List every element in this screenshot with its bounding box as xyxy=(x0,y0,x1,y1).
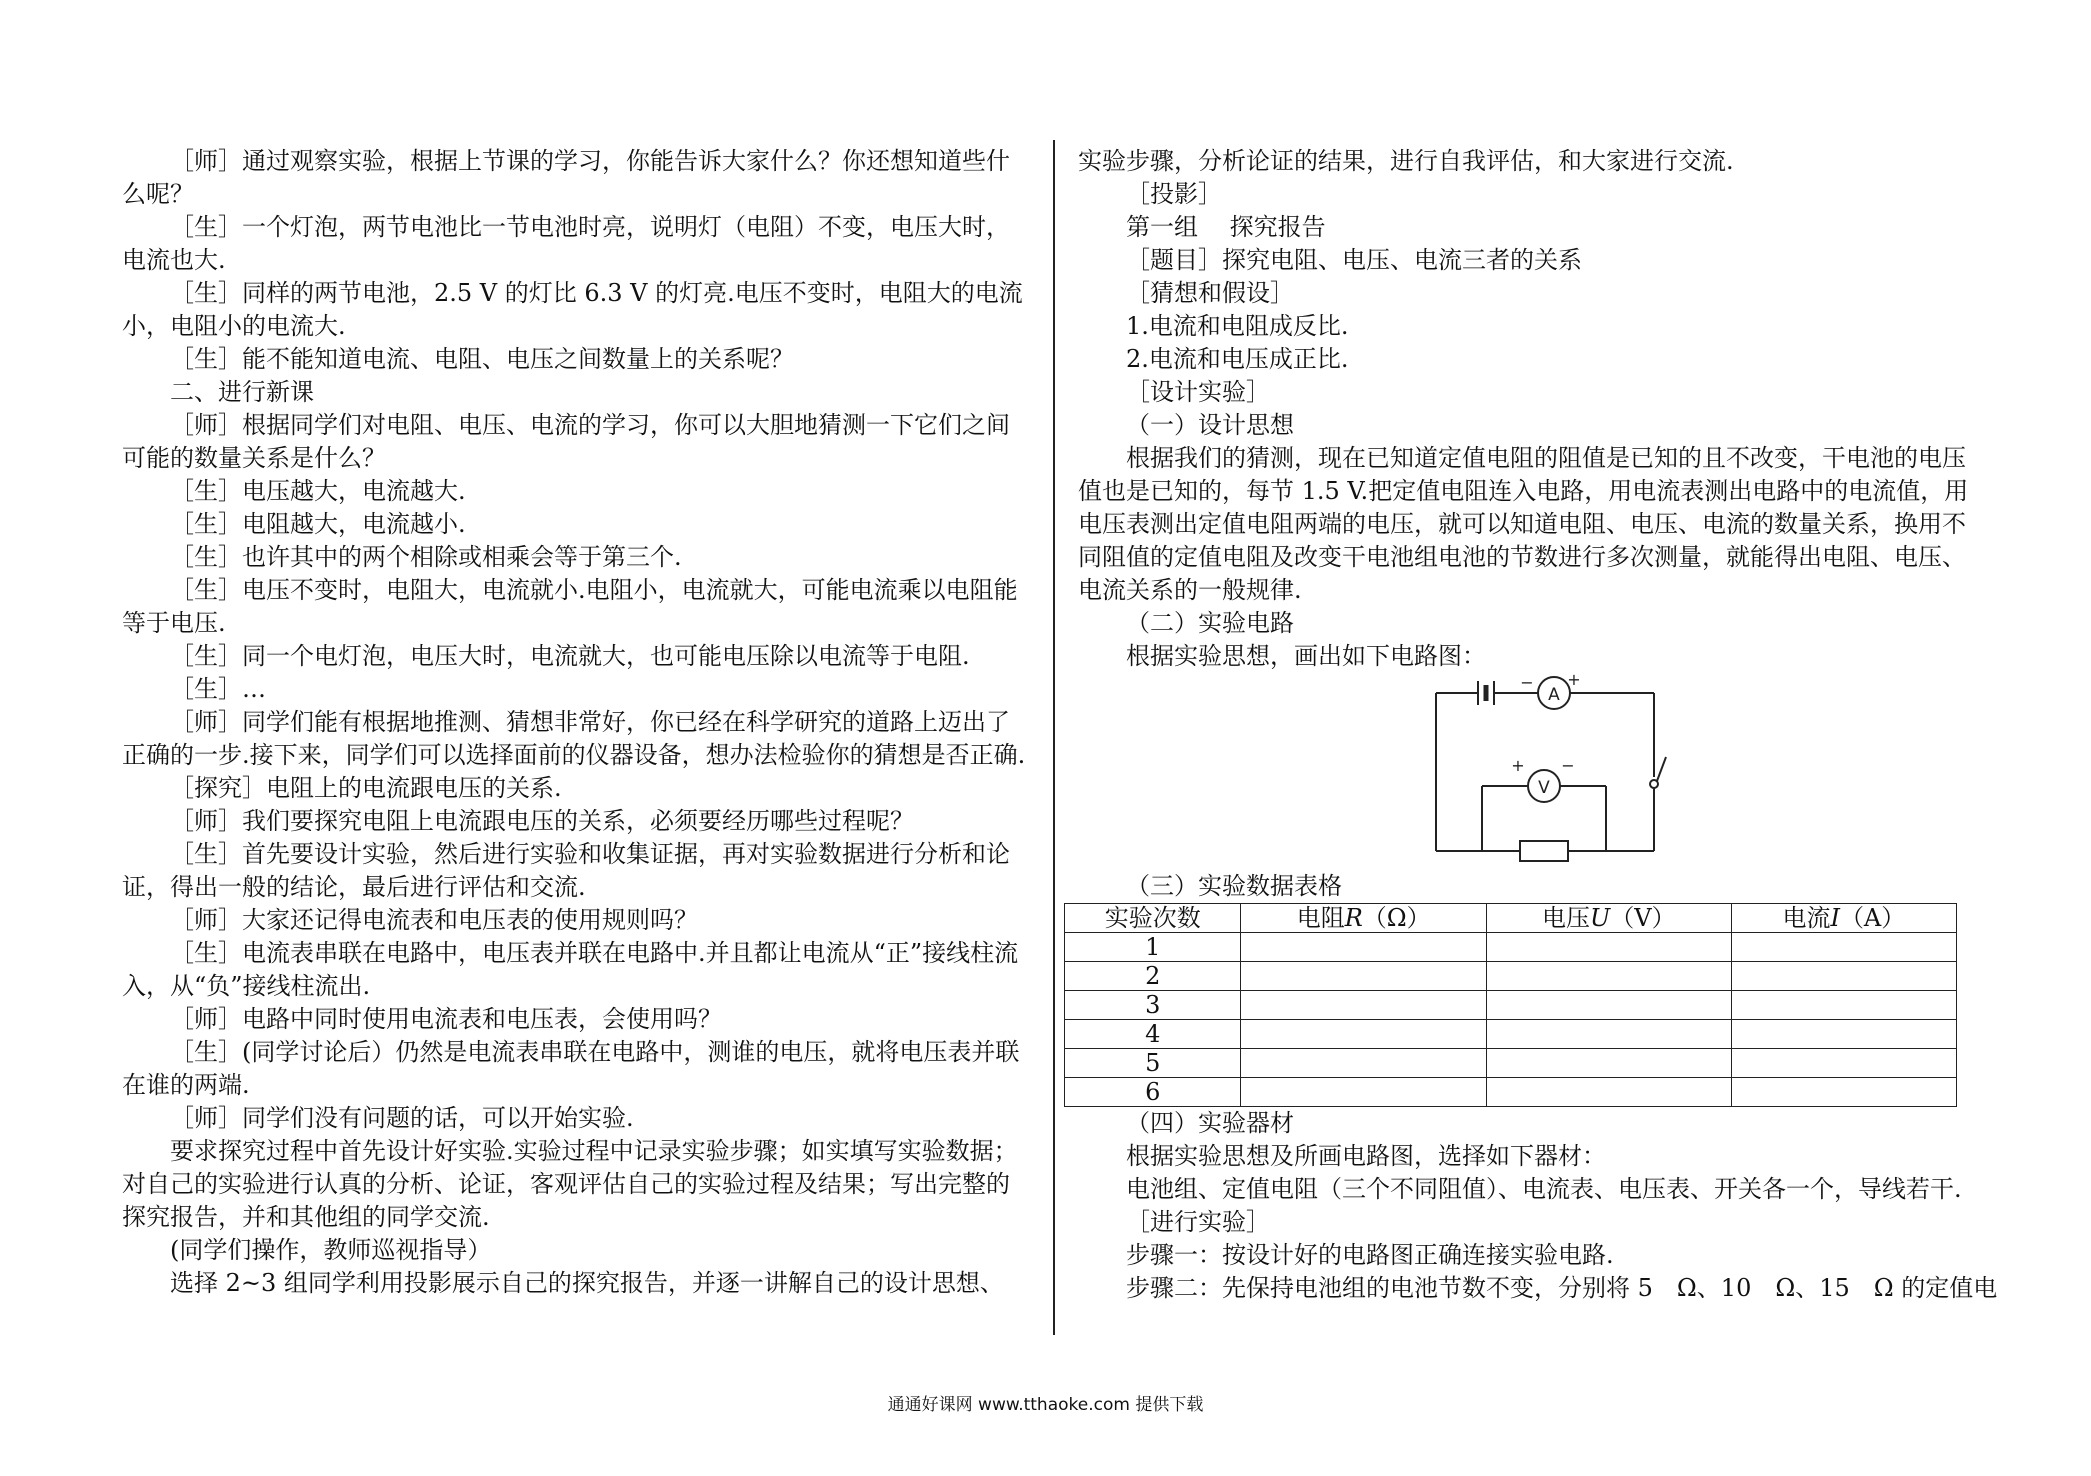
paragraph: 电池组、定值电阻（三个不同阻值）、电流表、电压表、开关各一个，导线若干. xyxy=(1126,1175,1962,1203)
header-voltage: 电压U（V） xyxy=(1486,904,1731,933)
paragraph: 实验步骤，分析论证的结果，进行自我评估，和大家进行交流. xyxy=(1078,147,1734,175)
voltmeter-label: V xyxy=(1538,778,1550,798)
trial-number: 4 xyxy=(1065,1020,1241,1049)
voltmeter-plus: + xyxy=(1511,756,1525,775)
header-current: 电流I（A） xyxy=(1731,904,1956,933)
paragraph: ［投影］ xyxy=(1126,180,1222,208)
table-cell[interactable] xyxy=(1731,1020,1956,1049)
left-column xyxy=(122,145,1027,1300)
table-cell[interactable] xyxy=(1241,1049,1487,1078)
resistor xyxy=(1520,841,1568,861)
paragraph: ［生］电压越大，电流越大. xyxy=(170,477,466,505)
paragraph: ［生］也许其中的两个相除或相乘会等于第三个. xyxy=(170,543,682,571)
paragraph: ［生］(同学讨论后）仍然是电流表串联在电路中，测谁的电压，就将电压表并联在谁的两端. xyxy=(122,1038,1020,1099)
table-cell[interactable] xyxy=(1241,962,1487,991)
table-caption: （三）实验数据表格 xyxy=(1126,872,1342,900)
circuit-diagram xyxy=(1434,670,1674,866)
table-cell[interactable] xyxy=(1731,1078,1956,1107)
paragraph: 第一组 探究报告 xyxy=(1126,213,1326,241)
trial-number: 1 xyxy=(1065,933,1241,962)
table-cell[interactable] xyxy=(1486,1078,1731,1107)
right-column xyxy=(1078,145,1998,1305)
trial-number: 2 xyxy=(1065,962,1241,991)
table-cell[interactable] xyxy=(1731,1049,1956,1078)
paragraph: 选择 2~3 组同学利用投影展示自己的探究报告，并逐一讲解自己的设计思想、 xyxy=(170,1269,1004,1297)
paragraph: 步骤一：按设计好的电路图正确连接实验电路. xyxy=(1126,1241,1614,1269)
table-cell[interactable] xyxy=(1241,991,1487,1020)
table-cell[interactable] xyxy=(1241,1020,1487,1049)
paragraph: ［师］通过观察实验，根据上节课的学习，你能告诉大家什么？你还想知道些什么呢？ xyxy=(122,147,1010,208)
paragraph: ［师］电路中同时使用电流表和电压表，会使用吗？ xyxy=(170,1005,722,1033)
paragraph: 2.电流和电压成正比. xyxy=(1126,345,1349,373)
paragraph: ［生］一个灯泡，两节电池比一节电池时亮，说明灯（电阻）不变，电压大时，电流也大. xyxy=(122,213,1010,274)
paragraph: (同学们操作，教师巡视指导） xyxy=(170,1236,492,1264)
ammeter-minus: − xyxy=(1520,673,1534,692)
column-divider xyxy=(1053,140,1055,1335)
paragraph: ［猜想和假设］ xyxy=(1126,279,1294,307)
voltmeter-minus: − xyxy=(1561,756,1575,775)
table-cell[interactable] xyxy=(1486,1020,1731,1049)
table-cell[interactable] xyxy=(1486,1049,1731,1078)
table-cell[interactable] xyxy=(1486,962,1731,991)
table-row xyxy=(1065,991,1957,1020)
paragraph: ［探究］电阻上的电流跟电压的关系. xyxy=(170,774,562,802)
paragraph: ［生］能不能知道电流、电阻、电压之间数量上的关系呢？ xyxy=(170,345,794,373)
header-trial: 实验次数 xyxy=(1065,904,1241,933)
table-cell[interactable] xyxy=(1486,933,1731,962)
data-table xyxy=(1064,903,1957,1107)
paragraph: 步骤二：先保持电池组的电池节数不变，分别将 5 Ω、10 Ω、15 Ω 的定值电 xyxy=(1126,1274,1998,1302)
table-cell[interactable] xyxy=(1731,933,1956,962)
paragraph: （一）设计思想 xyxy=(1126,411,1294,439)
table-row xyxy=(1065,1020,1957,1049)
paragraph: ［题目］探究电阻、电压、电流三者的关系 xyxy=(1126,246,1582,274)
paragraph: ［生］同一个电灯泡，电压大时，电流就大，也可能电压除以电流等于电阻. xyxy=(170,642,970,670)
table-cell[interactable] xyxy=(1241,933,1487,962)
table-row xyxy=(1065,962,1957,991)
paragraph: ［设计实验］ xyxy=(1126,378,1270,406)
table-cell[interactable] xyxy=(1731,962,1956,991)
paragraph: ［师］我们要探究电阻上电流跟电压的关系，必须要经历哪些过程呢？ xyxy=(170,807,914,835)
paragraph: ［生］… xyxy=(170,675,266,703)
table-row xyxy=(1065,933,1957,962)
trial-number: 3 xyxy=(1065,991,1241,1020)
paragraph: ［生］同样的两节电池，2.5 V 的灯比 6.3 V 的灯亮.电压不变时，电阻大的电流小，电阻小的电流大. xyxy=(122,279,1023,340)
paragraph: 根据我们的猜测，现在已知道定值电阻的阻值是已知的且不改变，干电池的电压值也是已知的，每节 1.5 V.把定值电阻连入电路，用电流表测出电路中的电流值，用电压表测出定值电阻两端的电压，就可以知道电阻、电压、电流的数量关系，换用不同阻值的定值电阻及改变干电池组电池的节数进行多次测量，就能得出电阻、电压、电流关系的一般规律. xyxy=(1078,444,1969,604)
paragraph: 1.电流和电阻成反比. xyxy=(1126,312,1349,340)
paragraph: ［生］电压不变时，电阻大，电流就小.电阻小，电流就大，可能电流乘以电阻能等于电压. xyxy=(122,576,1018,637)
trial-number: 5 xyxy=(1065,1049,1241,1078)
table-row xyxy=(1065,1078,1957,1107)
paragraph: ［师］根据同学们对电阻、电压、电流的学习，你可以大胆地猜测一下它们之间可能的数量关系是什么？ xyxy=(122,411,1010,472)
paragraph: 根据实验思想及所画电路图，选择如下器材： xyxy=(1126,1142,1606,1170)
paragraph: ［生］电阻越大，电流越小. xyxy=(170,510,466,538)
paragraph: （四）实验器材 xyxy=(1126,1109,1294,1137)
paragraph: ［生］电流表串联在电路中，电压表并联在电路中.并且都让电流从“正”接线柱流入，从“负”接线柱流出. xyxy=(122,939,1019,1000)
ammeter-plus: + xyxy=(1567,670,1581,689)
table-row xyxy=(1065,1049,1957,1078)
header-resistance: 电阻R（Ω） xyxy=(1241,904,1487,933)
table-cell[interactable] xyxy=(1731,991,1956,1020)
ammeter-label: A xyxy=(1548,685,1560,705)
paragraph: ［生］首先要设计实验，然后进行实验和收集证据，再对实验数据进行分析和论证，得出一般的结论，最后进行评估和交流. xyxy=(122,840,1010,901)
paragraph: 要求探究过程中首先设计好实验.实验过程中记录实验步骤；如实填写实验数据；对自己的实验进行认真的分析、论证，客观评估自己的实验过程及结果；写出完整的探究报告，并和其他组的同学交流. xyxy=(122,1137,1018,1231)
paragraph: （二）实验电路 xyxy=(1126,609,1294,637)
paragraph: ［进行实验］ xyxy=(1126,1208,1270,1236)
table-header-row xyxy=(1065,904,1957,933)
table-cell[interactable] xyxy=(1486,991,1731,1020)
paragraph: ［师］大家还记得电流表和电压表的使用规则吗？ xyxy=(170,906,698,934)
section-heading: 二、进行新课 xyxy=(170,378,314,406)
paragraph: 根据实验思想，画出如下电路图： xyxy=(1126,642,1486,670)
paragraph: ［师］同学们能有根据地推测、猜想非常好，你已经在科学研究的道路上迈出了正确的一步.接下来，同学们可以选择面前的仪器设备，想办法检验你的猜想是否正确. xyxy=(122,708,1026,769)
table-cell[interactable] xyxy=(1241,1078,1487,1107)
page-footer: 通通好课网 www.tthaoke.com 提供下载 xyxy=(887,1395,1204,1415)
trial-number: 6 xyxy=(1065,1078,1241,1107)
paragraph: ［师］同学们没有问题的话，可以开始实验. xyxy=(170,1104,634,1132)
